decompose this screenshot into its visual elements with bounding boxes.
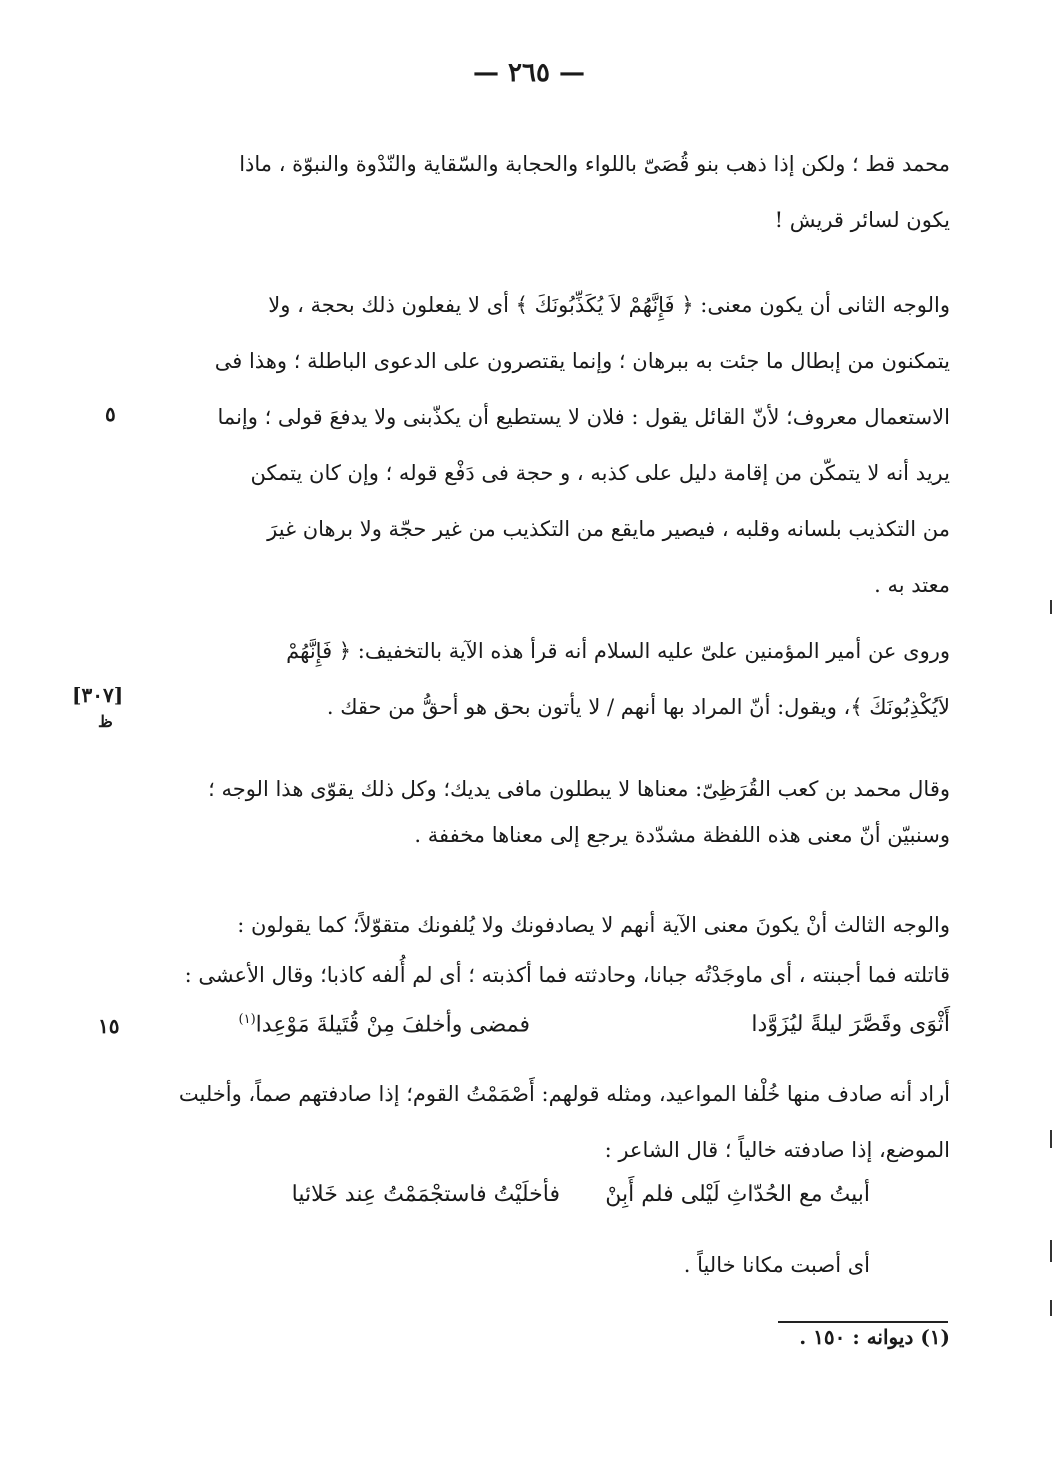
text-line: قاتلته فما أجبنته ، أى ماوجَدْتُه جبانا، وحادثته فما أكذبته ؛ أى لم أُلفه كاذبا؛ وقال الأعشى :	[184, 963, 950, 987]
line-number-15: ١٥	[98, 1014, 120, 1038]
text-line: محمد قط ؛ ولكن إذا ذهب بنو قُصَىّ باللواء والحجابة والسّقاية والنّدْوة والنبوّة ، ماذا	[239, 152, 950, 176]
text-line: يريد أنه لا يتمكّن من إقامة دليل على كذبه ، و حجة فى دَفْع قوله ؛ وإن كان يتمكن	[250, 461, 950, 485]
verse-1-second-hemistich	[150, 1012, 530, 1037]
text-line: معتد به .	[874, 573, 950, 597]
scan-artifact	[1050, 1130, 1052, 1148]
text-line: من التكذيب بلسانه وقلبه ، فيصير مايقع من التكذيب من غير حجّة ولا برهان غيرَ	[267, 517, 950, 541]
verse-text: أَثْوَى وقَصَّرَ ليلةً ليُزَوَّدا	[751, 1012, 950, 1037]
verse-text: أبيتُ مع الحُدّاثِ لَيْلى فلم أَبِنْ	[605, 1182, 870, 1207]
footnote-marker: (١)	[238, 1012, 256, 1027]
text-line: وروى عن أمير المؤمنين علىّ عليه السلام أنه قرأ هذه الآية بالتخفيف: ﴿ فَإِنَّهُمْ	[286, 639, 950, 663]
paragraph-4	[150, 766, 950, 858]
paragraph-1	[150, 136, 950, 248]
footnote: (١) ديوانه : ١٥٠ .	[799, 1325, 950, 1349]
text-line: يكون لسائر قريش !	[774, 208, 950, 232]
scan-artifact	[1050, 1240, 1052, 1262]
verse-1-first-hemistich	[590, 1012, 950, 1037]
line-number-5: ٥	[105, 402, 116, 426]
manuscript-reference-sub: ظ	[98, 712, 113, 731]
paragraph-5	[150, 900, 950, 1000]
page-number: — ٢٦٥ —	[472, 58, 586, 88]
manuscript-reference: [٣٠٧]	[72, 683, 124, 707]
paragraph-3	[150, 623, 950, 735]
paragraph-2	[150, 277, 950, 613]
verse-text: فأخلَيْتُ فاستجْمَمْتُ عِند خَلائيا	[291, 1182, 560, 1207]
footnote-divider	[778, 1321, 948, 1323]
text-line: الموضع، إذا صادفته خالياً ؛ قال الشاعر :	[604, 1138, 950, 1162]
text-line: لاَيُكْذِبُونَكَ ﴾، ويقول: أنّ المراد بها أنهم / لا يأتون بحق هو أحقُّ من حقك .	[326, 695, 950, 719]
paragraph-6	[150, 1066, 950, 1178]
text-line: أى أصبت مكانا خالياً .	[683, 1253, 870, 1277]
scan-artifact	[1050, 1300, 1052, 1316]
text-line: أراد أنه صادف منها خُلْفا المواعيد، ومثله قولهم: أَصْمَمْتُ القوم؛ إذا صادفتهم صماً، وأخليت	[178, 1082, 950, 1106]
text-line: وقال محمد بن كعب القُرَظِىّ: معناها لا يبطلون مافى يديك؛ وكل ذلك يقوّى هذا الوجه ؛	[208, 777, 950, 801]
verse-text: فمضى وأخلفَ مِنْ قُتَيلةَ مَوْعِدا	[255, 1012, 530, 1038]
text-line: والوجه الثانى أن يكون معنى: ﴿ فَإِنَّهُمْ لاَ يُكَذِّبُونَكَ ﴾ أى لا يفعلون ذلك بحجة ، ولا	[268, 293, 950, 317]
text-line: وسنبيّن أنّ معنى هذه اللفظة مشدّدة يرجع إلى معناها مخففة .	[414, 823, 950, 847]
verse-2-right-hemistich	[580, 1182, 870, 1207]
text-line: الاستعمال معروف؛ لأنّ القائل يقول : فلان لا يستطيع أن يكذّبنى ولا يدفعَ قولى ؛ وإنما	[217, 405, 950, 429]
text-line: يتمكنون من إبطال ما جئت به ببرهان ؛ وإنما يقتصرون على الدعوى الباطلة ؛ وهذا فى	[214, 349, 950, 373]
paragraph-7	[150, 1237, 950, 1293]
scan-artifact	[1050, 600, 1052, 614]
text-line: والوجه الثالث أنْ يكونَ معنى الآية أنهم لا يصادفونك ولا يُلفونك متقوّلاً؛ كما يقولون :	[237, 913, 950, 937]
verse-2-left-hemistich	[210, 1182, 560, 1207]
